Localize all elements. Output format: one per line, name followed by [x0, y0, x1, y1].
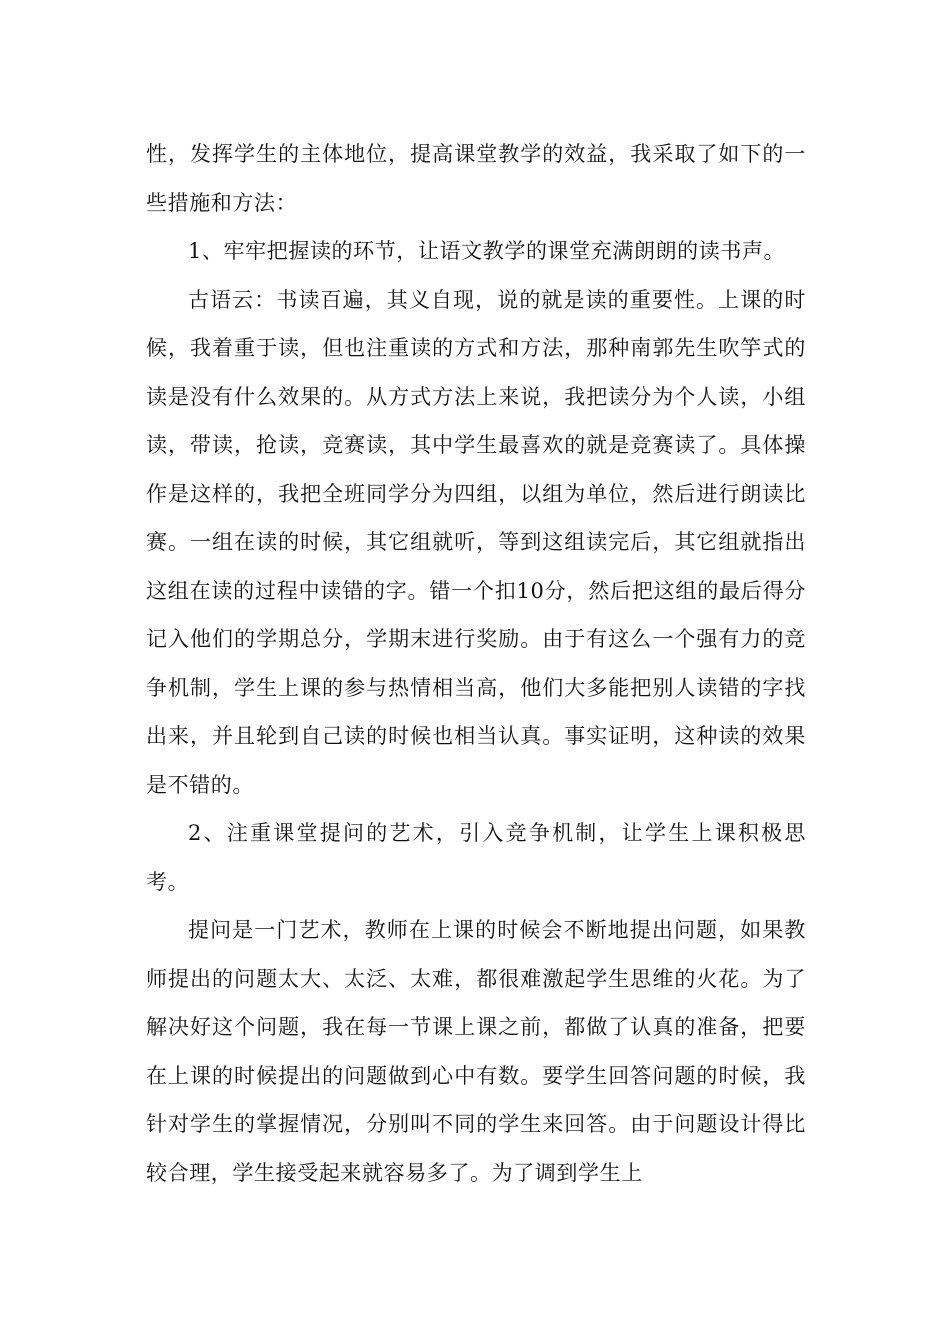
- paragraph-heading-1: 1、牢牢把握读的环节，让语文教学的课堂充满朗朗的读书声。: [188, 239, 786, 263]
- paragraph-continuation: 性，发挥学生的主体地位，提高课堂教学的效益，我采取了如下的一些措施和方法：: [146, 142, 806, 215]
- body-text: [146, 130, 806, 1197]
- paragraph-questioning: 提问是一门艺术，教师在上课的时候会不断地提出问题，如果教师提出的问题太大、太泛、太难，都很难激起学生思维的火花。为了解决好这个问题，我在每一节课上课之前，都做了认真的准备，把要在上课的时候提出的问题做到心中有数。要学生回答问题的时候，我针对学生的掌握情况，分别叫不同的学生来回答。由于问题设计得比较合理，学生接受起来就容易多了。为了调到学生上: [146, 918, 806, 1185]
- paragraph-heading-2: 2、注重课堂提问的艺术，引入竞争机制，让学生上课积极思考。: [146, 821, 806, 894]
- paragraph-reading-methods: 古语云：书读百遍，其义自现，说的就是读的重要性。上课的时候，我着重于读，但也注重读的方式和方法，那种南郭先生吹竽式的读是没有什么效果的。从方式方法上来说，我把读分为个人读，小组读，带读，抢读，竞赛读，其中学生最喜欢的就是竞赛读了。具体操作是这样的，我把全班同学分为四组，以组为单位，然后进行朗读比赛。一组在读的时候，其它组就听，等到这组读完后，其它组就指出这组在读的过程中读错的字。错一个扣10分，然后把这组的最后得分记入他们的学期总分，学期末进行奖励。由于有这么一个强有力的竞争机制，学生上课的参与热情相当高，他们大多能把别人读错的字找出来，并且轮到自己读的时候也相当认真。事实证明，这种读的效果是不错的。: [146, 287, 806, 797]
